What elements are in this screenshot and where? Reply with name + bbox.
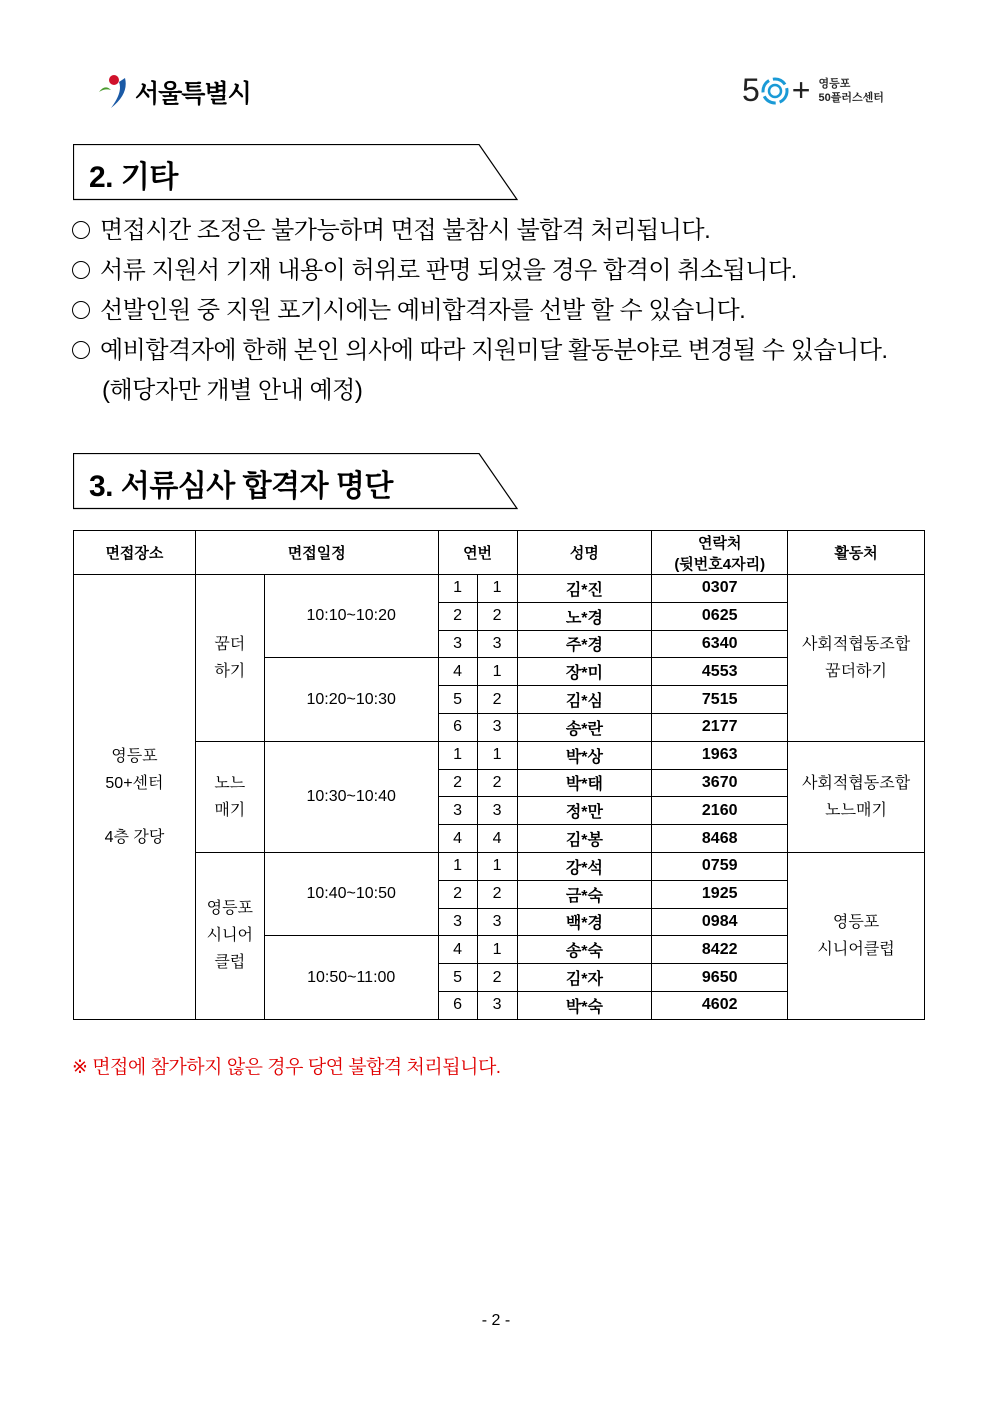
name-cell: 박*상 (517, 741, 652, 769)
contact-cell: 8422 (652, 936, 788, 964)
name-cell: 금*숙 (517, 880, 652, 908)
time-slot-cell: 10:20~10:30 (264, 658, 438, 741)
name-cell: 김*봉 (517, 825, 652, 853)
name-cell: 송*란 (517, 713, 652, 741)
bullet-item: 면접시간 조정은 불가능하며 면접 불참시 불합격 처리됩니다. (72, 210, 710, 245)
contact-cell: 4553 (652, 658, 788, 686)
ring-icon (760, 76, 790, 106)
seq-cell: 2 (438, 880, 477, 908)
bullet-continuation: (해당자만 개별 안내 예정) (102, 377, 363, 404)
contact-cell: 0307 (652, 575, 788, 603)
sub-seq-cell: 3 (477, 713, 517, 741)
name-cell: 강*석 (517, 852, 652, 880)
sub-seq-cell: 2 (477, 964, 517, 992)
time-slot-cell: 10:10~10:20 (264, 575, 438, 658)
seq-cell: 1 (438, 741, 477, 769)
section-2-heading: 2. 기타 (73, 144, 519, 201)
name-cell: 송*숙 (517, 936, 652, 964)
section-3-heading: 3. 서류심사 합격자 명단 (73, 453, 519, 510)
sub-seq-cell: 1 (477, 575, 517, 603)
activity-cell: 노느 매기 (195, 741, 264, 852)
org-cell: 사회적협동조합 꿈더하기 (788, 575, 925, 742)
seq-cell: 5 (438, 686, 477, 714)
sub-seq-cell: 1 (477, 936, 517, 964)
bullet-item: 서류 지원서 기재 내용이 허위로 판명 되었을 경우 합격이 취소됩니다. (72, 250, 797, 285)
sub-seq-cell: 3 (477, 908, 517, 936)
bullet-item: 예비합격자에 한해 본인 의사에 따라 지원미달 활동분야로 변경될 수 있습니다. (72, 330, 888, 365)
org-cell: 사회적협동조합 노느매기 (788, 741, 925, 852)
table-row (74, 741, 925, 769)
bullet-item: 선발인원 중 지원 포기시에는 예비합격자를 선발 할 수 있습니다. (72, 290, 745, 325)
name-cell: 정*만 (517, 797, 652, 825)
passed-applicants-table (73, 530, 925, 1020)
seq-cell: 4 (438, 936, 477, 964)
name-cell: 박*태 (517, 769, 652, 797)
warning-note: ※ 면접에 참가하지 않은 경우 당연 불합격 처리됩니다. (72, 1057, 501, 1078)
contact-cell: 1925 (652, 880, 788, 908)
contact-cell: 1963 (652, 741, 788, 769)
seq-cell: 6 (438, 991, 477, 1019)
sub-seq-cell: 1 (477, 741, 517, 769)
contact-cell: 6340 (652, 630, 788, 658)
name-cell: 김*심 (517, 686, 652, 714)
header-place: 면접장소 (74, 531, 196, 575)
time-slot-cell: 10:30~10:40 (264, 741, 438, 852)
name-cell: 박*숙 (517, 991, 652, 1019)
seq-cell: 3 (438, 797, 477, 825)
table-row (74, 852, 925, 880)
contact-cell: 0984 (652, 908, 788, 936)
sub-seq-cell: 3 (477, 797, 517, 825)
contact-cell: 9650 (652, 964, 788, 992)
header-seq: 연번 (438, 531, 517, 575)
seq-cell: 3 (438, 908, 477, 936)
sub-seq-cell: 1 (477, 852, 517, 880)
50plus-center-logo: 5 + 영등포 50플러스센터 (742, 72, 884, 108)
name-cell: 장*미 (517, 658, 652, 686)
seq-cell: 4 (438, 825, 477, 853)
page-number: - 2 - (481, 1312, 511, 1329)
time-slot-cell: 10:50~11:00 (264, 936, 438, 1019)
sub-seq-cell: 2 (477, 880, 517, 908)
contact-cell: 2160 (652, 797, 788, 825)
seq-cell: 2 (438, 769, 477, 797)
name-cell: 주*경 (517, 630, 652, 658)
interview-place-cell: 영등포 50+센터 4층 강당 (74, 575, 196, 1020)
table-row (74, 575, 925, 603)
activity-cell: 꿈더 하기 (195, 575, 264, 742)
header-schedule: 면접일정 (195, 531, 438, 575)
seq-cell: 1 (438, 575, 477, 603)
header-name: 성명 (517, 531, 652, 575)
contact-cell: 0625 (652, 602, 788, 630)
sub-seq-cell: 2 (477, 769, 517, 797)
name-cell: 김*자 (517, 964, 652, 992)
header-contact: 연락처 (뒷번호4자리) (652, 531, 788, 575)
activity-cell: 영등포 시니어 클럽 (195, 852, 264, 1019)
contact-cell: 8468 (652, 825, 788, 853)
seq-cell: 2 (438, 602, 477, 630)
time-slot-cell: 10:40~10:50 (264, 852, 438, 935)
seoul-emblem-icon (97, 74, 131, 110)
seq-cell: 6 (438, 713, 477, 741)
sub-seq-cell: 3 (477, 991, 517, 1019)
sub-seq-cell: 1 (477, 658, 517, 686)
name-cell: 김*진 (517, 575, 652, 603)
sub-seq-cell: 2 (477, 602, 517, 630)
contact-cell: 3670 (652, 769, 788, 797)
seq-cell: 1 (438, 852, 477, 880)
contact-cell: 7515 (652, 686, 788, 714)
org-cell: 영등포 시니어클럽 (788, 852, 925, 1019)
seq-cell: 4 (438, 658, 477, 686)
seq-cell: 5 (438, 964, 477, 992)
name-cell: 노*경 (517, 602, 652, 630)
contact-cell: 0759 (652, 852, 788, 880)
seoul-logo: 서울특별시 (97, 74, 251, 110)
sub-seq-cell: 2 (477, 686, 517, 714)
contact-cell: 2177 (652, 713, 788, 741)
sub-seq-cell: 3 (477, 630, 517, 658)
header-org: 활동처 (788, 531, 925, 575)
sub-seq-cell: 4 (477, 825, 517, 853)
contact-cell: 4602 (652, 991, 788, 1019)
name-cell: 백*경 (517, 908, 652, 936)
seq-cell: 3 (438, 630, 477, 658)
